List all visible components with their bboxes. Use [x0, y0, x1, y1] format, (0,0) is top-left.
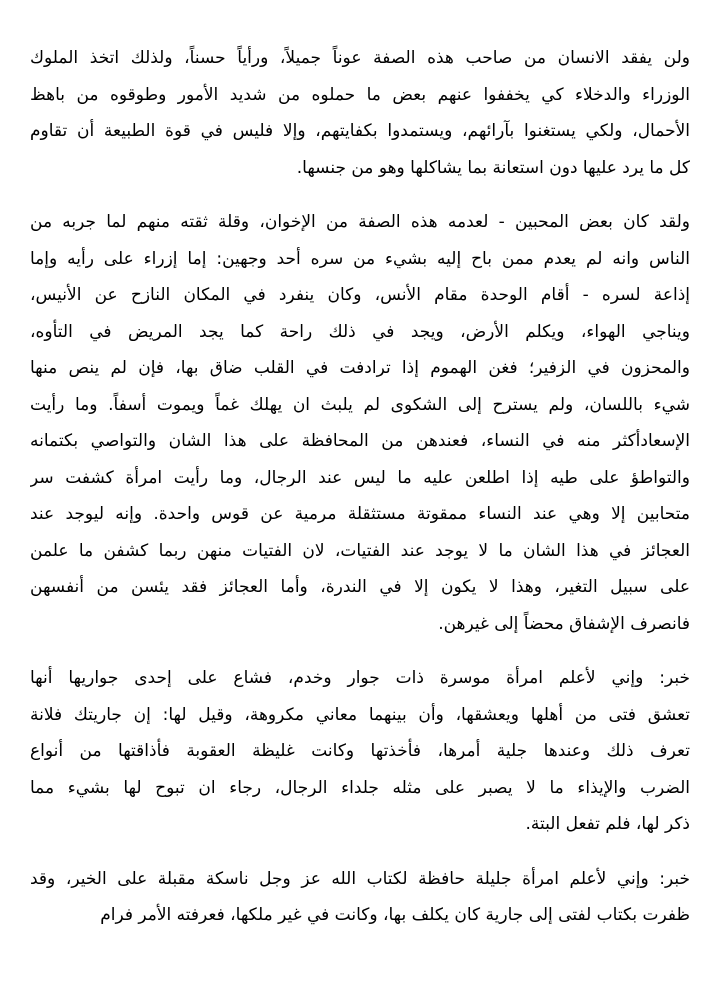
text-line: الضرب والإيذاء ما لا يصبر على مثله جلداء الرجال، رجاء ان تبوح لها بشيء مما	[30, 777, 690, 798]
text-line: على سبيل التغير، وهذا لا يكون إلا في الندرة، وأما العجائز فقد يئسن من أنفسهن	[30, 577, 690, 597]
text-line: العجائز في هذا الشان ما لا يوجد عند الفتيات، لان الفتيات منهن ربما كشفن ما علمن	[30, 540, 690, 561]
text-line: الإسعادأكثر منه في النساء، فعندهن من المحافظة على هذا الشان والتواصي بكتمانه	[30, 431, 690, 451]
text-line: شيء باللسان، ولم يسترح إلى الشكوى لم يلبث ان يهلك غماً ويموت أسفاً. وما رأيت	[30, 394, 690, 415]
paragraph	[30, 204, 690, 642]
text-line: إذاعة لسره - أقام الوحدة مقام الأنس، وكان ينفرد في المكان النازح عن الأنيس،	[30, 285, 690, 305]
text-line: الناس وانه لم يعدم ممن باح إليه بشيء من سره أحد وجهين: إما إزراء على رأيه وإما	[30, 248, 690, 269]
text-line: تعرف ذلك وعندها جلية أمرها، فأخذتها وكانت غليظة العقوبة فأذاقتها من أنواع	[30, 741, 690, 761]
text-line: ظفرت بكتاب لفتى إلى جارية كان يكلف بها، وكانت في غير ملكها، فعرفته الأمر فرام	[100, 905, 690, 925]
text-line: والمحزون في الزفير؛ فغن الهموم إذا ترادفت في القلب ضاق بها، فإن لم ينص منها	[30, 358, 690, 378]
text-line: خبر: وإني لأعلم امرأة جليلة حافظة لكتاب الله عز وجل ناسكة مقبلة على الخير، وقد	[30, 868, 690, 889]
text-line: ولن يفقد الانسان من صاحب هذه الصفة عوناً جميلاً، ورأياً حسناً، ولذلك اتخذ الملوك	[30, 48, 690, 68]
text-line: ويناجي الهواء، ويكلم الأرض، ويجد في ذلك راحة كما يجد المريض في التأوه،	[30, 321, 690, 342]
text-line: كل ما يرد عليها دون استعانة بما يشاكلها وهو من جنسها.	[296, 157, 690, 178]
paragraph	[30, 660, 690, 843]
paragraph	[30, 861, 690, 934]
text-line: متحابين إلا وهي عند النساء ممقوتة مستثقلة مرمية عن قوس واحدة. وإنه ليوجد عند	[30, 504, 690, 524]
text-line: خبر: وإني لأعلم امرأة موسرة ذات جوار وخدم، فشاع على إحدى جواريها أنها	[30, 668, 690, 688]
text-line: ولقد كان بعض المحبين - لعدمه هذه الصفة من الإخوان، وقلة ثقته منهم لما جربه من	[30, 212, 690, 232]
text-line: الوزراء والدخلاء كي يخففوا عنهم بعض ما حملوه من شديد الأمور وطوقوه من باهظ	[30, 84, 690, 105]
text-line: تعشق فتى من أهلها ويعشقها، وأن بينهما معاني مكروهة، وقيل لها: إن جاريتك فلانة	[30, 704, 690, 725]
text-line: ذكر لها، فلم تفعل البتة.	[525, 814, 690, 834]
text-line: والتواطؤ على طيه إذا اطلعن عليه ما ليس عند الرجال، وما رأيت امرأة كشفت سر	[30, 467, 690, 488]
text-line: الأحمال، ولكي يستغنوا بآرائهم، ويستمدوا بكفايتهم، وإلا فليس في قوة الطبيعة أن تقاوم	[30, 121, 690, 141]
text-line: فانصرف الإشفاق محضاً إلى غيرهن.	[438, 613, 690, 634]
paragraph	[30, 40, 690, 186]
